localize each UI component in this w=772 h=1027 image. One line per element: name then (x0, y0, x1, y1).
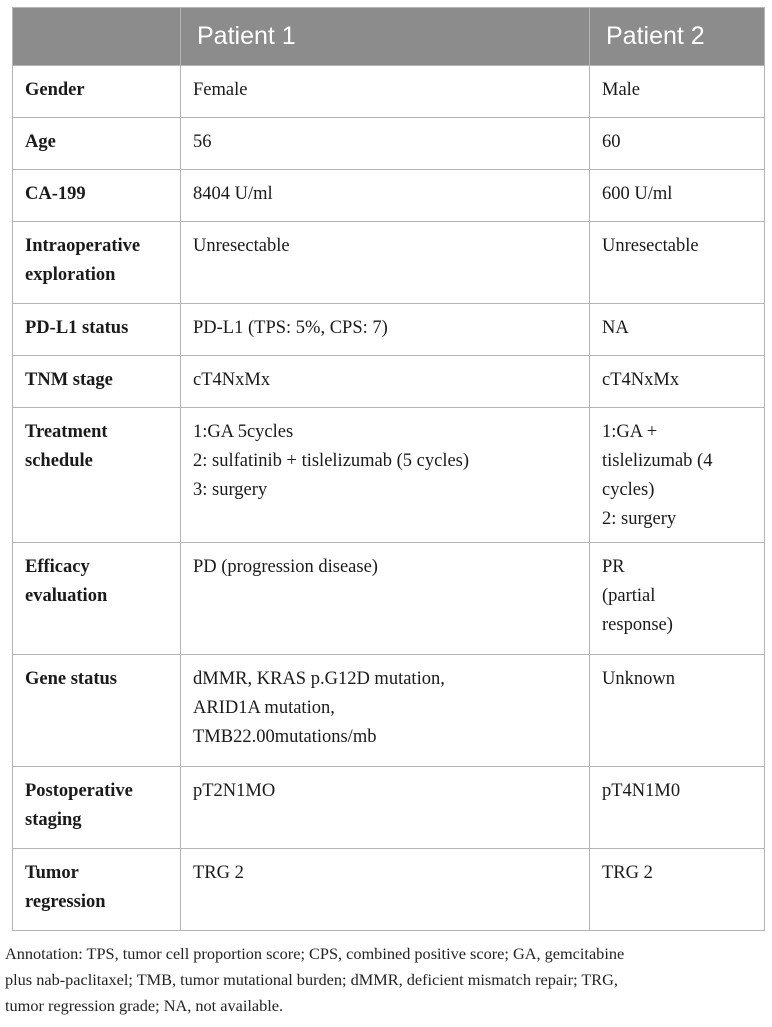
patient-2-value (590, 356, 765, 408)
patient-2-value (590, 66, 765, 118)
cell-line: cycles) (602, 480, 655, 500)
row-label (13, 170, 181, 222)
cell-line: ARID1A mutation, (193, 698, 335, 718)
row-label (13, 543, 181, 655)
patient-comparison-table (12, 7, 765, 931)
patient-1-value (181, 655, 590, 767)
cell-line: NA (602, 318, 629, 338)
patient-1-value (181, 304, 590, 356)
cell-line: CA-199 (25, 184, 86, 204)
table-row (13, 356, 765, 408)
cell-line: 60 (602, 132, 621, 152)
cell-line: 8404 U/ml (193, 184, 273, 204)
patient-2-value (590, 408, 765, 543)
table-row (13, 408, 765, 543)
row-label (13, 118, 181, 170)
cell-line: 2: sulfatinib + tislelizumab (5 cycles) (193, 451, 470, 471)
patient-1-value (181, 356, 590, 408)
row-label (13, 304, 181, 356)
cell-line: Postoperative (25, 781, 133, 801)
cell-line: TRG 2 (193, 863, 244, 883)
cell-line: Unresectable (602, 236, 699, 256)
table-row (13, 118, 765, 170)
cell-line: response) (602, 615, 673, 635)
row-label (13, 356, 181, 408)
patient-1-value (181, 767, 590, 849)
table-row (13, 543, 765, 655)
patient-1-value (181, 849, 590, 931)
row-label (13, 849, 181, 931)
patient-2-value (590, 849, 765, 931)
header-patient-2: Patient 2 (590, 8, 765, 66)
cell-line: 2: surgery (602, 509, 677, 529)
patient-2-value (590, 543, 765, 655)
cell-line: Age (25, 132, 56, 152)
patient-2-value (590, 304, 765, 356)
cell-line: pT2N1MO (193, 781, 276, 801)
cell-line: Treatment (25, 422, 108, 442)
cell-line: cT4NxMx (602, 370, 680, 390)
patient-1-value (181, 118, 590, 170)
cell-line: Efficacy (25, 557, 90, 577)
cell-line: TNM stage (25, 370, 113, 390)
cell-line: exploration (25, 265, 116, 285)
header-empty (13, 8, 181, 66)
cell-line: 3: surgery (193, 480, 268, 500)
patient-1-value (181, 408, 590, 543)
row-label (13, 655, 181, 767)
row-label (13, 66, 181, 118)
patient-1-value (181, 543, 590, 655)
cell-line: 1:GA 5cycles (193, 422, 294, 442)
cell-line: (partial (602, 586, 656, 606)
cell-line: PD-L1 (TPS: 5%, CPS: 7) (193, 318, 388, 338)
cell-line: PR (602, 557, 625, 577)
patient-2-value (590, 222, 765, 304)
cell-line: evaluation (25, 586, 108, 606)
cell-line: 1:GA + (602, 422, 658, 442)
cell-line: Intraoperative (25, 236, 141, 256)
patient-2-value (590, 118, 765, 170)
cell-line: Unresectable (193, 236, 290, 256)
cell-line: 600 U/ml (602, 184, 673, 204)
cell-line: Gene status (25, 669, 117, 689)
patient-2-value (590, 655, 765, 767)
table-row (13, 849, 765, 931)
cell-line: schedule (25, 451, 93, 471)
table-row (13, 222, 765, 304)
cell-line: regression (25, 892, 106, 912)
patient-1-value (181, 222, 590, 304)
table-row (13, 170, 765, 222)
cell-line: Unknown (602, 669, 675, 689)
cell-line: PD-L1 status (25, 318, 129, 338)
table-row (13, 767, 765, 849)
cell-line: tislelizumab (4 (602, 451, 713, 471)
cell-line: 56 (193, 132, 212, 152)
annotation-line: plus nab-paclitaxel; TMB, tumor mutational burden; dMMR, deficient mismatch repair; TRG, (5, 970, 618, 989)
row-label (13, 222, 181, 304)
annotation-footnote (5, 941, 767, 1019)
table-row (13, 655, 765, 767)
header-row (13, 8, 765, 66)
cell-line: cT4NxMx (193, 370, 271, 390)
row-label (13, 767, 181, 849)
patient-2-value (590, 767, 765, 849)
table-row (13, 304, 765, 356)
annotation-line: tumor regression grade; NA, not available. (5, 996, 284, 1015)
cell-line: Gender (25, 80, 85, 100)
cell-line: Female (193, 80, 248, 100)
cell-line: pT4N1M0 (602, 781, 681, 801)
annotation-line: Annotation: TPS, tumor cell proportion score; CPS, combined positive score; GA, gemcitabine (5, 944, 625, 963)
cell-line: staging (25, 810, 82, 830)
cell-line: TRG 2 (602, 863, 653, 883)
patient-1-value (181, 170, 590, 222)
patient-2-value (590, 170, 765, 222)
cell-line: PD (progression disease) (193, 557, 378, 577)
patient-1-value (181, 66, 590, 118)
cell-line: Male (602, 80, 641, 100)
cell-line: TMB22.00mutations/mb (193, 727, 377, 747)
cell-line: Tumor (25, 863, 79, 883)
table-container (12, 7, 764, 931)
cell-line: dMMR, KRAS p.G12D mutation, (193, 669, 445, 689)
header-patient-1: Patient 1 (181, 8, 590, 66)
table-row (13, 66, 765, 118)
row-label (13, 408, 181, 543)
